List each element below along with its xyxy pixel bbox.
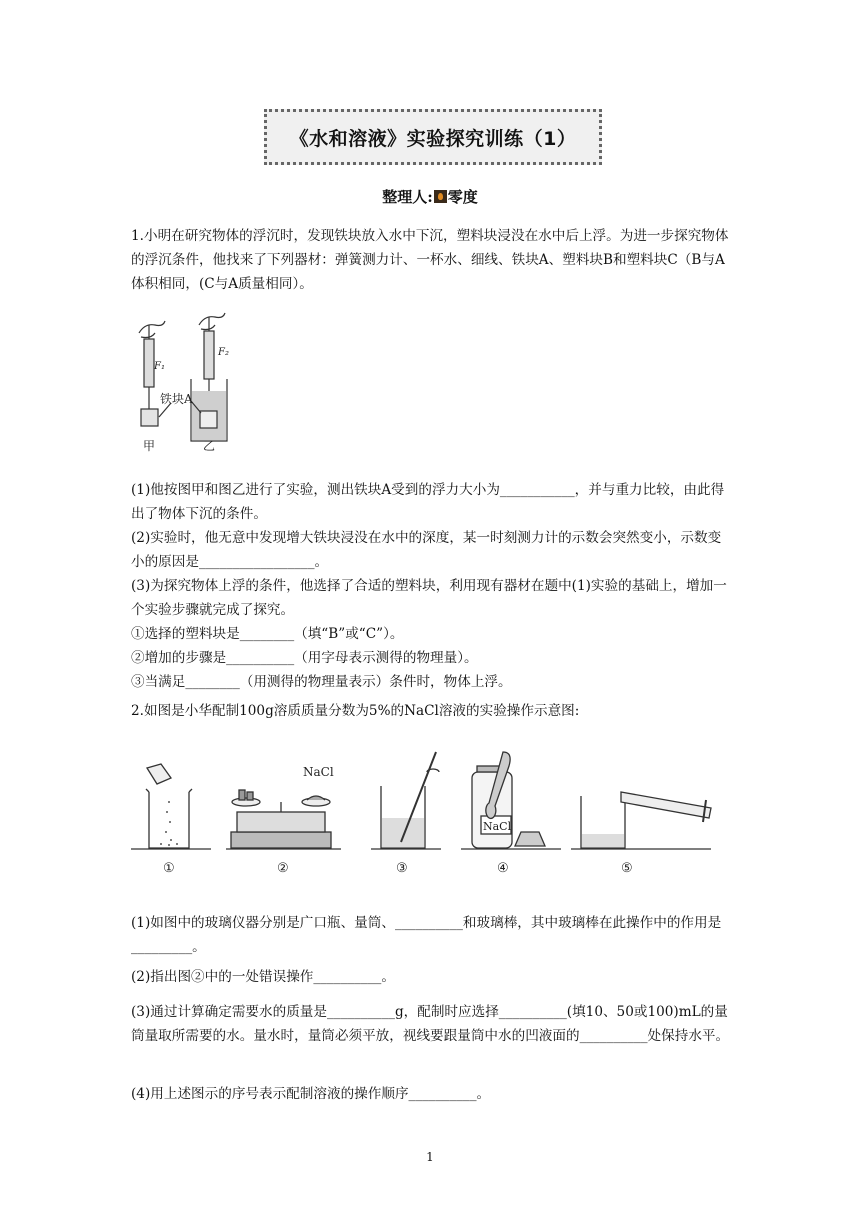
q1-intro: 1.小明在研究物体的浮沉时，发现铁块放入水中下沉，塑料块浸没在水中后上浮。为进一步探究物体的浮沉条件，他找来了下列器材：弹簧测力计、一杯水、细线、铁块A、塑料块B和塑料块C（B与A体积相同，(C与A质量相同）。 [131,228,729,292]
q1-figure [131,305,251,465]
q2-part3: (3)通过计算确定需要水的质量是__________g，配制时应选择__________(填10、50或100)mL的量筒量取所需要的水。量水时，量筒必须平放，视线要跟量筒中水的凹液面的__________处保持水平。 [131,1004,730,1044]
block-label: 铁块A [160,392,193,406]
author-line [0,186,860,207]
q1-step2: ②增加的步骤是__________（用字母表示测得的物理量）。 [131,650,478,666]
q1-step1: ①选择的塑料块是________（填“B”或“C”）。 [131,626,404,642]
f1-label: F₁ [154,361,165,372]
page-number: 1 [426,1150,434,1164]
f2-label: F₂ [218,347,229,358]
label-yi: 乙 [203,439,216,453]
q1-step3: ③当满足________（用测得的物理量表示）条件时，物体上浮。 [131,674,512,690]
q1-part3: (3)为探究物体上浮的条件，他选择了合适的塑料块，利用现有器材在题中(1)实验的基础上，增加一个实验步骤就完成了探究。 [131,578,727,618]
author-name: 零度 [447,188,478,206]
step-num-3: ③ [396,861,408,876]
flame-icon [434,190,447,203]
q1-part1: (1)他按图甲和图乙进行了实验，测出铁块A受到的浮力大小为___________，并与重力比较，由此得出了物体下沉的条件。 [131,482,725,522]
q2-part4: (4)用上述图示的序号表示配制溶液的操作顺序__________。 [131,1086,491,1102]
q2-part1: (1)如图中的玻璃仪器分别是广口瓶、量筒、__________和玻璃棒，其中玻璃棒在此操作中的作用是_________。 [131,915,722,955]
balance-nacl-label: NaCl [303,765,334,779]
step-num-5: ⑤ [621,861,633,876]
q2-intro: 2.如图是小华配制100g溶质质量分数为5%的NaCl溶液的实验操作示意图: [131,703,580,719]
label-jia: 甲 [143,439,156,453]
step-num-1: ① [163,861,175,876]
step-num-4: ④ [497,861,509,876]
q1-part2: (2)实验时，他无意中发现增大铁块浸没在水中的深度，某一时刻测力计的示数会突然变小，示数变小的原因是_________________。 [131,530,722,570]
page-title: 《水和溶液》实验探究训练（1） [264,109,602,165]
author-prefix: 整理人: [382,188,433,206]
bottle-nacl-label: NaCl [483,820,512,833]
step-num-2: ② [277,861,289,876]
q2-figure [131,742,731,882]
q2-part2: (2)指出图②中的一处错误操作__________。 [131,969,395,985]
